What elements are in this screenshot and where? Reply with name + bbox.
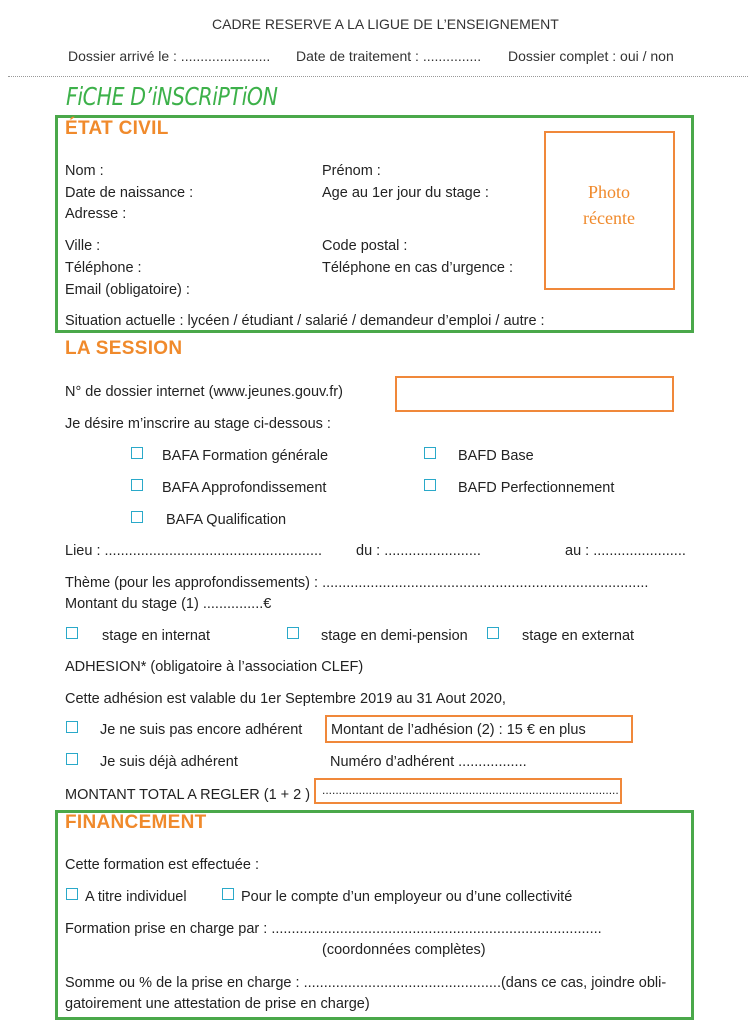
adresse-label[interactable]: Adresse :: [65, 206, 127, 222]
numero-adherent-field[interactable]: Numéro d’adhérent .................: [330, 754, 527, 770]
individuel-label: A titre individuel: [85, 889, 187, 905]
prenom-label[interactable]: Prénom :: [322, 163, 381, 179]
pas-adherent-checkbox[interactable]: [66, 721, 78, 733]
formation-effectuee-label: Cette formation est effectuée :: [65, 857, 259, 873]
code-postal-label[interactable]: Code postal :: [322, 238, 408, 254]
session-title: LA SESSION: [65, 338, 183, 359]
reserved-heading: CADRE RESERVE A LA LIGUE DE L’ENSEIGNEMENT: [212, 16, 559, 32]
deja-adherent-label: Je suis déjà adhérent: [100, 754, 238, 770]
coordonnees-hint: (coordonnées complètes): [322, 942, 486, 958]
photo-label-line1: Photo: [587, 182, 630, 202]
nom-label[interactable]: Nom :: [65, 163, 104, 179]
stage-choice-label: Je désire m’inscrire au stage ci-dessous :: [65, 416, 331, 432]
montant-adhesion-label: Montant de l’adhésion (2) : 15 € en plus: [331, 722, 586, 738]
externat-label: stage en externat: [522, 628, 635, 644]
date-naissance-label[interactable]: Date de naissance :: [65, 185, 194, 201]
bafd-perf-checkbox[interactable]: [424, 479, 436, 491]
internat-checkbox[interactable]: [66, 627, 78, 639]
employeur-checkbox[interactable]: [222, 888, 234, 900]
adhesion-validite: Cette adhésion est valable du 1er Septembre 2019 au 31 Aout 2020,: [65, 691, 506, 707]
tel-urgence-label[interactable]: Téléphone en cas d’urgence :: [322, 260, 514, 276]
bafa-appro-checkbox[interactable]: [131, 479, 143, 491]
deja-adherent-checkbox[interactable]: [66, 753, 78, 765]
dossier-arrive-field: Dossier arrivé le : .......................: [68, 48, 271, 64]
montant-stage-field[interactable]: Montant du stage (1) ...............€: [65, 596, 272, 612]
bafa-general-checkbox[interactable]: [131, 447, 143, 459]
situation-label[interactable]: Situation actuelle : lycéen / étudiant / salarié / demandeur d’emploi / autre :: [65, 313, 545, 329]
bafd-perf-label: BAFD Perfectionnement: [458, 480, 615, 496]
du-field[interactable]: du : ........................: [356, 543, 481, 559]
email-label[interactable]: Email (obligatoire) :: [65, 282, 190, 298]
financement-title: FINANCEMENT: [65, 812, 207, 833]
somme-field-line2: gatoirement une attestation de prise en charge): [65, 996, 370, 1012]
prise-en-charge-field[interactable]: Formation prise en charge par : ..................................................................................: [65, 921, 602, 937]
bafd-base-checkbox[interactable]: [424, 447, 436, 459]
somme-field-line1[interactable]: Somme ou % de la prise en charge : .................................................(dans ce cas, joindre obli-: [65, 975, 667, 991]
page-title: FiCHE D’iNSCRiPTiON: [66, 82, 278, 111]
demi-pension-label: stage en demi-pension: [321, 628, 468, 644]
theme-field[interactable]: Thème (pour les approfondissements) : .................................................................................: [65, 575, 649, 591]
lieu-field[interactable]: Lieu : ......................................................: [65, 543, 323, 559]
total-dots: .........................................................................................: [322, 783, 619, 797]
externat-checkbox[interactable]: [487, 627, 499, 639]
bafa-qualif-checkbox[interactable]: [131, 511, 143, 523]
dotted-separator: [8, 76, 748, 77]
ville-label[interactable]: Ville :: [65, 238, 101, 254]
internat-label: stage en internat: [102, 628, 211, 644]
bafa-appro-label: BAFA Approfondissement: [162, 480, 327, 496]
dossier-complet-field: Dossier complet : oui / non: [508, 48, 674, 64]
dossier-internet-label: N° de dossier internet (www.jeunes.gouv.fr): [65, 384, 343, 400]
telephone-label[interactable]: Téléphone :: [65, 260, 142, 276]
individuel-checkbox[interactable]: [66, 888, 78, 900]
total-label: MONTANT TOTAL A REGLER (1 + 2 ): [65, 787, 311, 803]
adhesion-label: ADHESION* (obligatoire à l’association CLEF): [65, 659, 364, 675]
date-traitement-field: Date de traitement : ...............: [296, 48, 482, 64]
photo-label-line2: récente: [583, 208, 635, 228]
au-field[interactable]: au : .......................: [565, 543, 686, 559]
bafa-general-label: BAFA Formation générale: [162, 448, 329, 464]
age-label[interactable]: Age au 1er jour du stage :: [322, 185, 489, 201]
dossier-internet-input[interactable]: [395, 376, 674, 412]
demi-pension-checkbox[interactable]: [287, 627, 299, 639]
employeur-label: Pour le compte d’un employeur ou d’une collectivité: [241, 889, 573, 905]
pas-adherent-label: Je ne suis pas encore adhérent: [100, 722, 303, 738]
bafa-qualif-label: BAFA Qualification: [166, 512, 287, 528]
bafd-base-label: BAFD Base: [458, 448, 534, 464]
etat-civil-title: ÉTAT CIVIL: [65, 118, 169, 139]
